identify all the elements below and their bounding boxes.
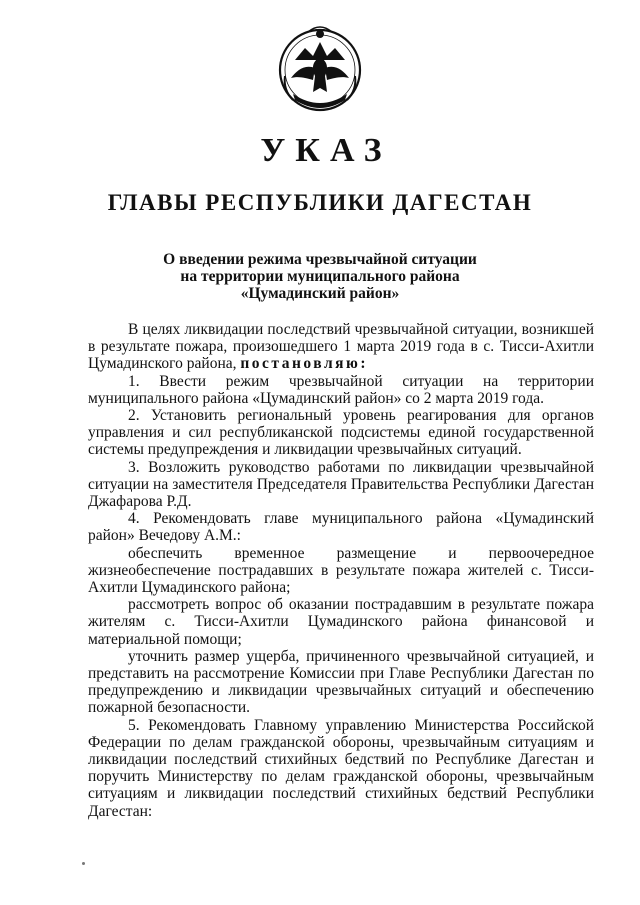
heading-line-3: «Цумадинский район» bbox=[240, 285, 400, 302]
paragraph-4: 4. Рекомендовать главе муниципального района «Цумадинский район» Вечедову А.М.: bbox=[88, 510, 594, 545]
paragraph-1: 1. Ввести режим чрезвычайной ситуации на территории муниципального района «Цумадинский район» со 2 марта 2019 года. bbox=[88, 372, 594, 407]
document-subtitle: ГЛАВЫ РЕСПУБЛИКИ ДАГЕСТАН bbox=[107, 190, 533, 215]
paragraph-5: 5. Рекомендовать Главному управлению Министерства Российской Федерации по делам гражданской обороны, чрезвычайным ситуациям и ликвидации последствий стихийных бедствий по Республике Дагестан и поручить Министерству по делам гражданской обороны, чрезвычайным ситуациям и ликвидации последствий стихийных бедствий Республики Дагестан: bbox=[88, 716, 594, 820]
decree-body bbox=[88, 321, 594, 820]
document-title: УКАЗ bbox=[260, 132, 392, 169]
heading-line-2: на территории муниципального района bbox=[180, 268, 460, 285]
heading-line-1: О введении режима чрезвычайной ситуации bbox=[163, 251, 477, 268]
decree-heading bbox=[0, 251, 640, 302]
paragraph-4b: рассмотреть вопрос об оказании пострадавшим в результате пожара жителям с. Тисси-Ахитли Цумадинского района финансовой и материальной помощи; bbox=[88, 596, 594, 648]
paragraph-2: 2. Установить региональный уровень реагирования для органов управления и сил республиканской подсистемы единой государственной системы предупреждения и ликвидации чрезвычайных ситуаций. bbox=[88, 407, 594, 459]
scan-speck bbox=[82, 862, 85, 865]
paragraph-4a: обеспечить временное размещение и первоочередное жизнеобеспечение пострадавших в результате пожара жителей с. Тисси-Ахитли Цумадинского района; bbox=[88, 544, 594, 597]
dagestan-coat-of-arms-icon bbox=[273, 20, 367, 116]
intro-paragraph bbox=[88, 321, 594, 373]
decree-keyword: постановляю: bbox=[240, 355, 369, 373]
paragraph-4c: уточнить размер ущерба, причиненного чрезвычайной ситуацией, и представить на рассмотрение Комиссии при Главе Республики Дагестан по предупреждению и ликвидации чрезвычайных ситуаций и обеспечению пожарной безопасности. bbox=[88, 647, 594, 717]
paragraph-3: 3. Возложить руководство работами по ликвидации чрезвычайной ситуации на заместителя Председателя Правительства Республики Дагестан Джафарова Р.Д. bbox=[88, 458, 594, 511]
intro-text: В целях ликвидации последствий чрезвычайной ситуации, возникшей в результате пожара, произошедшего 1 марта 2019 года в с. Тисси-Ахитли Цумадинского района, bbox=[88, 321, 594, 373]
